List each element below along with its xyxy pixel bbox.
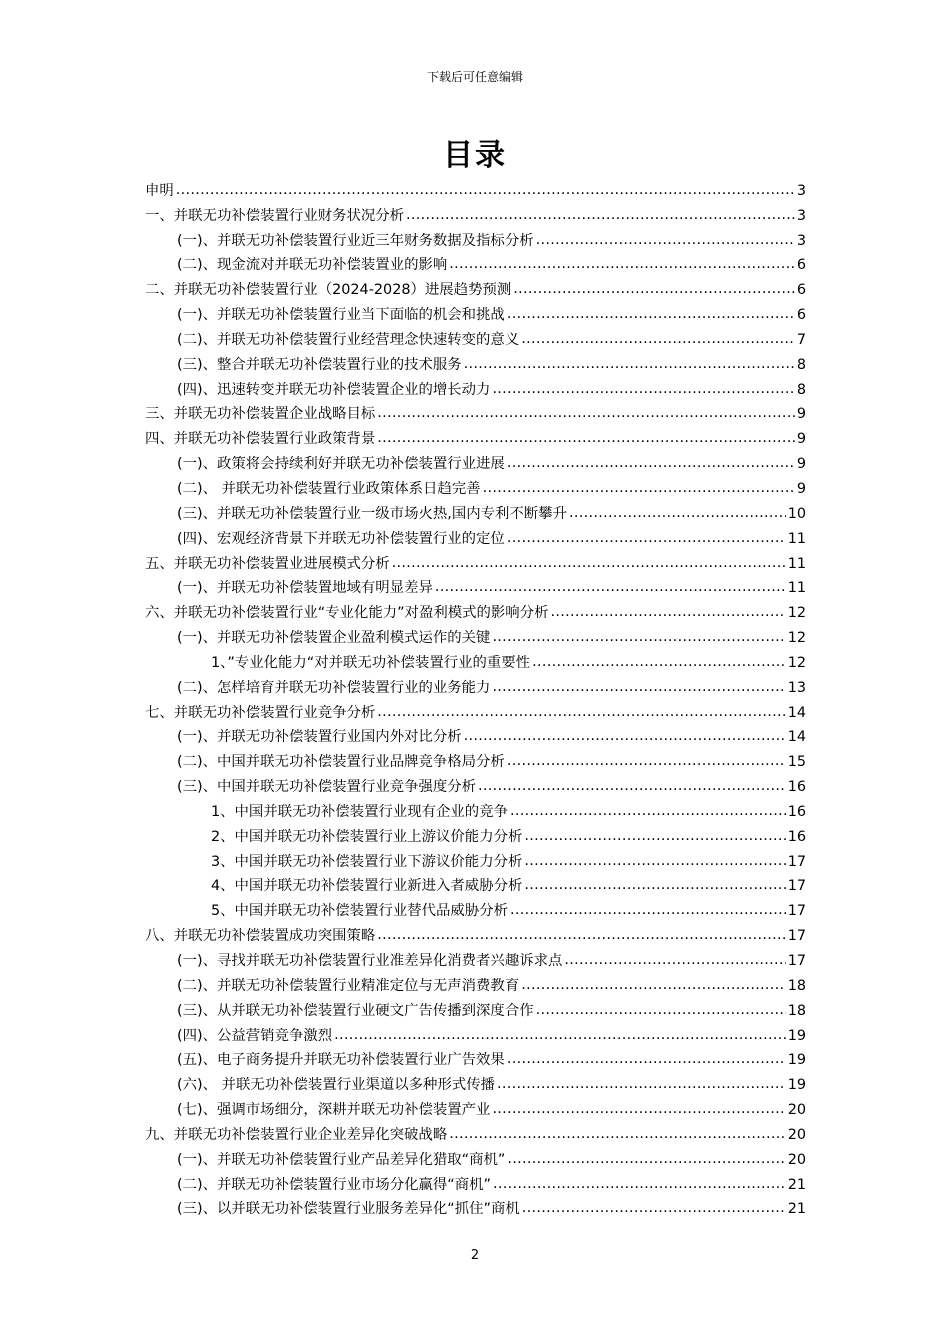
toc-dot-leader xyxy=(392,553,786,573)
toc-entry[interactable] xyxy=(145,400,806,425)
toc-entry-text: 三、并联无功补偿装置企业战略目标 xyxy=(145,406,376,423)
toc-dot-leader xyxy=(435,577,786,597)
toc-entry-text: (五)、电子商务提升并联无功补偿装置行业广告效果 xyxy=(177,1052,505,1069)
toc-entry-text: (二)、中国并联无功补偿装置行业品牌竞争格局分析 xyxy=(177,754,505,771)
toc-dot-leader xyxy=(507,304,795,324)
toc-dot-leader xyxy=(507,528,786,548)
toc-entry-page: 12 xyxy=(787,630,806,647)
toc-entry-page: 15 xyxy=(787,754,806,771)
toc-entry-text: 四、并联无功补偿装置行业政策背景 xyxy=(145,431,376,448)
toc-entry-text: (三)、以并联无功补偿装置行业服务差异化“抓住”商机 xyxy=(177,1201,520,1218)
page-number: 2 xyxy=(470,1248,480,1263)
toc-dot-leader xyxy=(492,627,785,647)
toc-entry-page: 16 xyxy=(787,779,806,796)
toc-entry-page: 3 xyxy=(796,207,806,224)
toc-entry-page: 14 xyxy=(787,704,806,721)
toc-dot-leader xyxy=(536,230,795,250)
toc-entry-text: 5、中国并联无功补偿装置行业替代品威胁分析 xyxy=(211,903,508,920)
toc-entry-text: (二)、现金流对并联无功补偿装置业的影响 xyxy=(177,257,448,274)
toc-entry-text: 1、中国并联无功补偿装置行业现有企业的竞争 xyxy=(211,803,508,820)
toc-entry-text: (三)、中国并联无功补偿装置行业竞争强度分析 xyxy=(177,779,477,796)
toc-entry-text: (一)、并联无功补偿装置行业近三年财务数据及指标分析 xyxy=(177,232,534,249)
toc-entry[interactable] xyxy=(145,1046,806,1071)
toc-entry-text: (七)、强调市场细分，深耕并联无功补偿装置产业 xyxy=(177,1102,491,1119)
toc-entry[interactable] xyxy=(145,300,806,325)
toc-dot-leader xyxy=(334,1025,786,1045)
toc-dot-leader xyxy=(492,1099,785,1119)
toc-entry-text: (四)、公益营销竞争激烈 xyxy=(177,1027,333,1044)
toc-entry-page: 11 xyxy=(787,530,806,547)
toc-entry-page: 9 xyxy=(796,406,806,423)
toc-entry-text: (二)、并联无功补偿装置行业精准定位与无声消费教育 xyxy=(177,977,520,994)
toc-entry-page: 3 xyxy=(796,232,806,249)
toc-entry-text: 申明 xyxy=(145,182,174,199)
toc-entry[interactable] xyxy=(145,822,806,847)
toc-dot-leader xyxy=(510,900,786,920)
toc-dot-leader xyxy=(524,826,785,846)
toc-dot-leader xyxy=(449,254,795,274)
toc-entry[interactable] xyxy=(145,946,806,971)
toc-entry-page: 11 xyxy=(787,555,806,572)
toc-entry[interactable] xyxy=(145,499,806,524)
toc-entry[interactable] xyxy=(145,971,806,996)
toc-entry[interactable] xyxy=(145,375,806,400)
toc-dot-leader xyxy=(521,975,785,995)
toc-dot-leader xyxy=(464,354,795,374)
toc-dot-leader xyxy=(492,379,794,399)
toc-dot-leader xyxy=(176,180,795,200)
toc-entry[interactable] xyxy=(145,673,806,698)
toc-entry-text: (一)、并联无功补偿装置地域有明显差异 xyxy=(177,580,433,597)
toc-entry[interactable] xyxy=(145,872,806,897)
toc-entry-text: (二)、 并联无功补偿装置行业政策体系日趋完善 xyxy=(177,480,481,497)
toc-dot-leader xyxy=(550,602,785,622)
toc-entry[interactable] xyxy=(145,524,806,549)
toc-dot-leader xyxy=(507,1049,786,1069)
toc-entry-text: (一)、并联无功补偿装置行业当下面临的机会和挑战 xyxy=(177,307,505,324)
toc-entry[interactable] xyxy=(145,474,806,499)
toc-entry[interactable] xyxy=(145,1021,806,1046)
toc-entry-text: (四)、宏观经济背景下并联无功补偿装置行业的定位 xyxy=(177,530,505,547)
toc-entry-page: 20 xyxy=(787,1126,806,1143)
toc-dot-leader xyxy=(492,677,785,697)
toc-entry-page: 21 xyxy=(787,1176,806,1193)
toc-entry[interactable] xyxy=(145,623,806,648)
toc-entry[interactable] xyxy=(145,226,806,251)
toc-entry-text: (三)、并联无功补偿装置行业一级市场火热,国内专利不断攀升 xyxy=(177,505,567,522)
toc-entry-page: 11 xyxy=(787,580,806,597)
toc-entry[interactable] xyxy=(145,1070,806,1095)
toc-entry-text: 八、并联无功补偿装置成功突围策略 xyxy=(145,928,376,945)
toc-entry[interactable] xyxy=(145,1145,806,1170)
toc-entry-page: 20 xyxy=(787,1102,806,1119)
toc-dot-leader xyxy=(449,1124,785,1144)
toc-dot-leader xyxy=(377,428,795,448)
toc-entry-page: 17 xyxy=(787,878,806,895)
toc-dot-leader xyxy=(521,329,795,349)
toc-entry-page: 3 xyxy=(796,182,806,199)
toc-entry-text: (六)、 并联无功补偿装置行业渠道以多种形式传播 xyxy=(177,1077,496,1094)
toc-entry-text: (一)、并联无功补偿装置企业盈利模式运作的关键 xyxy=(177,630,491,647)
toc-entry-page: 17 xyxy=(787,853,806,870)
toc-entry[interactable] xyxy=(145,698,806,723)
toc-entry[interactable] xyxy=(145,1195,806,1220)
toc-entry-page: 9 xyxy=(796,431,806,448)
toc-dot-leader xyxy=(507,453,795,473)
toc-dot-leader xyxy=(464,726,786,746)
table-of-contents xyxy=(145,176,806,1219)
toc-entry[interactable] xyxy=(145,847,806,872)
toc-entry-text: 二、并联无功补偿装置行业（2024-2028）进展趋势预测 xyxy=(145,282,512,299)
toc-entry-text: (一)、并联无功补偿装置行业产品差异化猎取“商机” xyxy=(177,1151,506,1168)
toc-dot-leader xyxy=(497,1074,786,1094)
toc-entry-text: 4、中国并联无功补偿装置行业新进入者威胁分析 xyxy=(211,878,523,895)
toc-entry[interactable] xyxy=(145,350,806,375)
toc-dot-leader xyxy=(483,478,795,498)
toc-entry[interactable] xyxy=(145,723,806,748)
toc-entry-page: 17 xyxy=(787,953,806,969)
toc-entry-text: (一)、并联无功补偿装置行业国内外对比分析 xyxy=(177,729,462,746)
toc-entry-page: 17 xyxy=(787,928,806,945)
toc-dot-leader xyxy=(507,751,786,771)
toc-dot-leader xyxy=(536,1000,786,1020)
toc-dot-leader xyxy=(524,851,785,871)
toc-entry[interactable] xyxy=(145,1170,806,1195)
toc-entry-page: 9 xyxy=(796,456,806,473)
toc-entry-page: 12 xyxy=(787,605,806,622)
toc-entry-page: 16 xyxy=(787,803,806,820)
toc-dot-leader xyxy=(564,950,785,970)
toc-entry[interactable] xyxy=(145,747,806,772)
toc-entry[interactable] xyxy=(145,449,806,474)
toc-entry-page: 12 xyxy=(787,654,806,671)
toc-entry-page: 8 xyxy=(796,381,806,398)
toc-title: 目录 xyxy=(443,138,507,173)
toc-dot-leader xyxy=(478,776,786,796)
toc-entry-page: 14 xyxy=(787,729,806,746)
toc-entry[interactable] xyxy=(145,896,806,921)
toc-entry-text: (三)、整合并联无功补偿装置行业的技术服务 xyxy=(177,356,462,373)
toc-entry-text: (一)、寻找并联无功补偿装置行业准差异化消费者兴趣诉求点 xyxy=(177,953,563,969)
toc-entry-text: 1、”专业化能力“对并联无功补偿装置行业的重要性 xyxy=(211,654,531,671)
toc-dot-leader xyxy=(569,503,786,523)
toc-entry[interactable] xyxy=(145,574,806,599)
toc-dot-leader xyxy=(377,925,785,945)
toc-entry-page: 6 xyxy=(796,282,806,299)
toc-entry[interactable] xyxy=(145,201,806,226)
toc-entry[interactable] xyxy=(145,598,806,623)
toc-entry-text: (四)、迅速转变并联无功补偿装置企业的增长动力 xyxy=(177,381,491,398)
toc-dot-leader xyxy=(377,403,795,423)
toc-entry-text: (二)、并联无功补偿装置行业市场分化赢得“商机” xyxy=(177,1176,491,1193)
toc-entry-page: 6 xyxy=(796,257,806,274)
toc-entry-text: 一、并联无功补偿装置行业财务状况分析 xyxy=(145,207,405,224)
toc-dot-leader xyxy=(522,1198,786,1218)
toc-entry-page: 16 xyxy=(787,828,806,845)
toc-dot-leader xyxy=(406,205,795,225)
toc-entry-text: 七、并联无功补偿装置行业竞争分析 xyxy=(145,704,376,721)
toc-entry[interactable] xyxy=(145,1095,806,1120)
toc-entry[interactable] xyxy=(145,275,806,300)
toc-dot-leader xyxy=(377,702,785,722)
toc-entry-page: 9 xyxy=(796,480,806,497)
toc-entry[interactable] xyxy=(145,325,806,350)
toc-entry[interactable] xyxy=(145,797,806,822)
toc-entry-page: 19 xyxy=(787,1052,806,1069)
toc-entry[interactable] xyxy=(145,424,806,449)
toc-entry-page: 19 xyxy=(787,1027,806,1044)
toc-dot-leader xyxy=(513,279,795,299)
toc-entry-page: 7 xyxy=(796,331,806,348)
toc-entry-text: (二)、怎样培育并联无功补偿装置行业的业务能力 xyxy=(177,679,491,696)
toc-entry-text: (三)、从并联无功补偿装置行业硬文广告传播到深度合作 xyxy=(177,1002,534,1019)
toc-dot-leader xyxy=(532,652,786,672)
toc-entry-text: (一)、政策将会持续利好并联无功补偿装置行业进展 xyxy=(177,456,505,473)
toc-entry-page: 21 xyxy=(787,1201,806,1218)
page-header: 下载后可任意编辑 xyxy=(426,70,523,84)
toc-dot-leader xyxy=(507,1149,785,1169)
toc-entry[interactable] xyxy=(145,772,806,797)
toc-entry-page: 6 xyxy=(796,307,806,324)
toc-entry-text: 2、中国并联无功补偿装置行业上游议价能力分析 xyxy=(211,828,523,845)
toc-entry-text: (二)、并联无功补偿装置行业经营理念快速转变的意义 xyxy=(177,331,520,348)
toc-entry-text: 3、中国并联无功补偿装置行业下游议价能力分析 xyxy=(211,853,523,870)
toc-entry-page: 17 xyxy=(787,903,806,920)
toc-entry[interactable] xyxy=(145,549,806,574)
toc-entry-page: 20 xyxy=(787,1151,806,1168)
toc-entry[interactable] xyxy=(145,996,806,1021)
toc-dot-leader xyxy=(510,801,786,821)
toc-entry[interactable] xyxy=(145,648,806,673)
toc-entry-page: 19 xyxy=(787,1077,806,1094)
toc-entry-page: 13 xyxy=(787,679,806,696)
toc-entry[interactable] xyxy=(145,251,806,276)
toc-entry[interactable] xyxy=(145,921,806,946)
toc-entry-text: 九、并联无功补偿装置行业企业差异化突破战略 xyxy=(145,1126,448,1143)
toc-dot-leader xyxy=(524,875,785,895)
toc-entry-page: 8 xyxy=(796,356,806,373)
toc-entry-page: 10 xyxy=(787,505,806,522)
toc-entry[interactable] xyxy=(145,1120,806,1145)
toc-entry-page: 18 xyxy=(787,1002,806,1019)
toc-entry-text: 五、并联无功补偿装置业进展模式分析 xyxy=(145,555,390,572)
toc-entry-page: 18 xyxy=(787,977,806,994)
toc-entry[interactable] xyxy=(145,176,806,201)
toc-entry-text: 六、并联无功补偿装置行业“专业化能力”对盈利模式的影响分析 xyxy=(145,605,549,622)
toc-dot-leader xyxy=(493,1174,786,1194)
